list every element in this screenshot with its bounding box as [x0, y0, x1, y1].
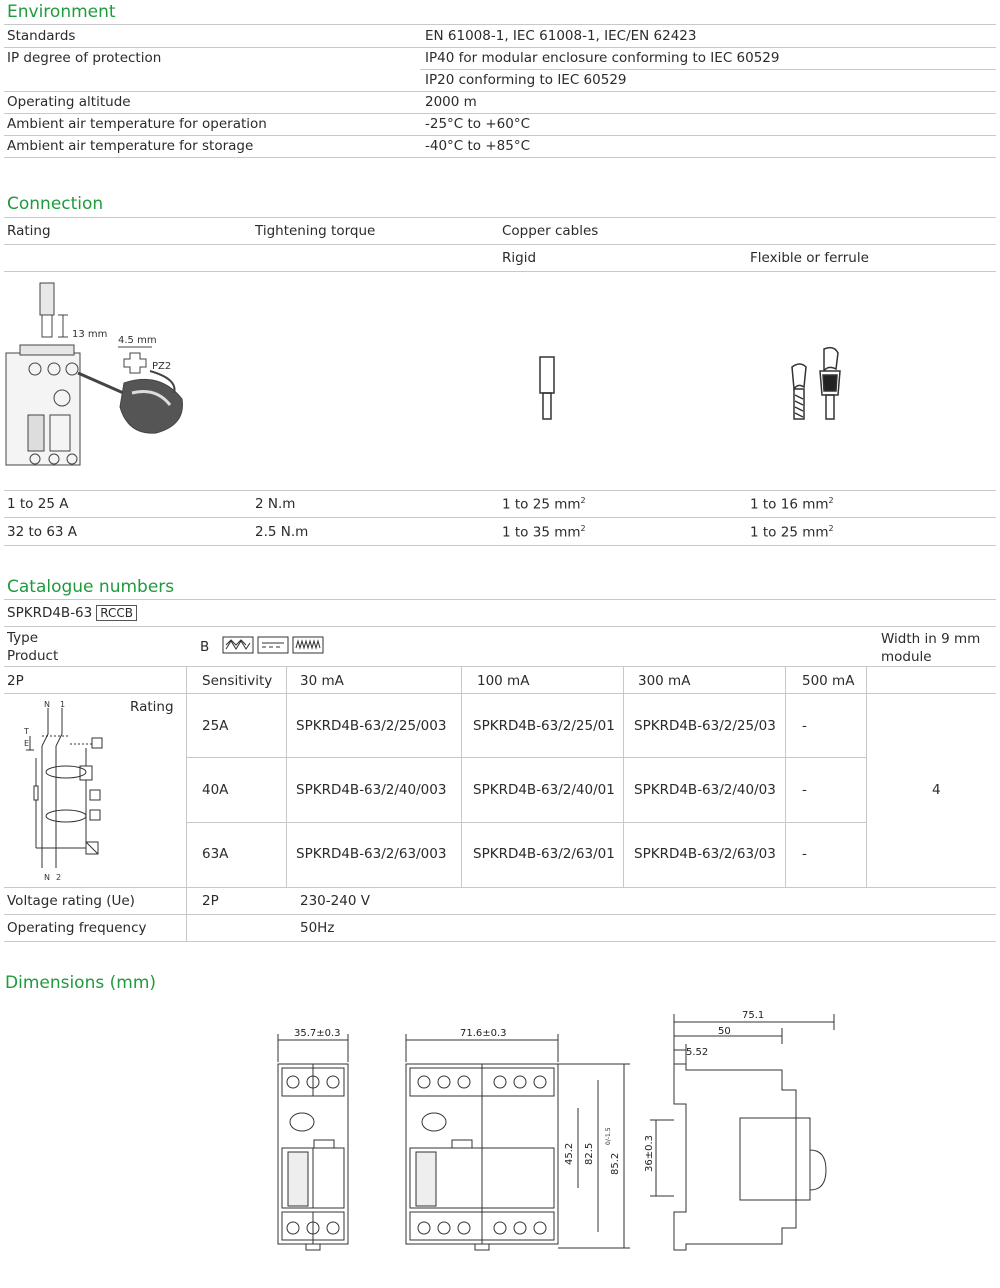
svg-text:85.2: 85.2 — [610, 1152, 621, 1175]
code-25-300: SPKRD4B-63/2/25/03 — [634, 718, 776, 734]
strip-length-label: 13 mm — [72, 329, 108, 340]
conn-row2-rating: 32 to 63 A — [7, 524, 78, 540]
svg-text:75.1: 75.1 — [742, 1010, 765, 1021]
type-label: Type — [7, 630, 39, 646]
width-label: Width in 9 mm module — [881, 631, 981, 665]
env-value-standards: EN 61008-1, IEC 61008-1, IEC/EN 62423 — [425, 28, 697, 44]
env-label-temp-storage: Ambient air temperature for storage — [7, 138, 254, 154]
conn-header-copper: Copper cables — [502, 223, 599, 239]
bit-type-label: PZ2 — [152, 361, 172, 372]
svg-text:2: 2 — [56, 873, 62, 882]
flexible-ferrule-cable-icon — [788, 345, 848, 425]
code-63-300: SPKRD4B-63/2/63/03 — [634, 846, 776, 862]
env-label-ip: IP degree of protection — [7, 50, 162, 66]
conn-header-rating: Rating — [7, 223, 51, 239]
svg-text:45.2: 45.2 — [564, 1142, 575, 1165]
rating-63a: 63A — [202, 846, 229, 862]
conn-row1-flexible: 1 to 16 $mm^2$ — [750, 496, 834, 513]
rccb-badge: RCCB — [96, 605, 137, 621]
svg-text:35.7±0.3: 35.7±0.3 — [294, 1028, 341, 1039]
env-value-temp-op: -25°C to +60°C — [425, 116, 531, 132]
dimension-drawings — [260, 1000, 860, 1260]
svg-text:82.5: 82.5 — [584, 1142, 595, 1165]
env-value-ip1: IP40 for modular enclosure conforming to IEC 60529 — [425, 50, 780, 66]
code-40-30: SPKRD4B-63/2/40/003 — [296, 782, 447, 798]
waveform-symbols-icon — [222, 636, 326, 656]
dimensions-heading: Dimensions (mm) — [5, 973, 157, 993]
catalogue-heading: Catalogue numbers — [7, 577, 175, 597]
env-label-standards: Standards — [7, 28, 76, 44]
conn-row1-torque: 2 N.m — [255, 496, 296, 512]
conn-row1-rigid: 1 to 25 $mm^2$ — [502, 496, 586, 513]
sensitivity-30: 30 mA — [300, 673, 344, 689]
sensitivity-500: 500 mA — [802, 673, 855, 689]
rating-25a: 25A — [202, 718, 229, 734]
connection-heading: Connection — [7, 194, 104, 214]
voltage-label: Voltage rating (Ue) — [7, 893, 135, 909]
voltage-poles: 2P — [202, 893, 219, 909]
screw-size-label: 4.5 mm — [118, 335, 157, 346]
conn-row2-rigid: 1 to 35 $mm^2$ — [502, 524, 586, 541]
code-63-500: - — [802, 846, 807, 862]
svg-text:5.52: 5.52 — [686, 1047, 709, 1058]
svg-text:1: 1 — [60, 700, 66, 709]
svg-text:0/-1.5: 0/-1.5 — [605, 1127, 612, 1145]
voltage-value: 230-240 V — [300, 893, 370, 909]
sensitivity-100: 100 mA — [477, 673, 530, 689]
conn-row1-rating: 1 to 25 A — [7, 496, 69, 512]
svg-text:T: T — [24, 727, 29, 736]
sensitivity-label: Sensitivity — [202, 673, 273, 689]
svg-text:50: 50 — [718, 1026, 731, 1037]
env-value-ip2: IP20 conforming to IEC 60529 — [425, 72, 627, 88]
rating-label: Rating — [130, 699, 174, 715]
wiring-schematic-diagram — [18, 698, 118, 884]
code-25-100: SPKRD4B-63/2/25/01 — [473, 718, 615, 734]
code-25-30: SPKRD4B-63/2/25/003 — [296, 718, 447, 734]
code-40-500: - — [802, 782, 807, 798]
product-code: SPKRD4B-63 RCCB — [7, 605, 137, 621]
terminal-tightening-illustration — [0, 275, 200, 475]
product-label: Product — [7, 648, 59, 664]
conn-header-rigid: Rigid — [502, 250, 537, 266]
svg-text:36±0.3: 36±0.3 — [644, 1134, 655, 1172]
code-25-500: - — [802, 718, 807, 734]
conn-header-flexible: Flexible or ferrule — [750, 250, 869, 266]
rating-40a: 40A — [202, 782, 229, 798]
code-63-100: SPKRD4B-63/2/63/01 — [473, 846, 615, 862]
poles-label: 2P — [7, 673, 24, 689]
rigid-cable-icon — [530, 355, 570, 425]
frequency-label: Operating frequency — [7, 920, 147, 936]
env-label-temp-op: Ambient air temperature for operation — [7, 116, 267, 132]
svg-text:N: N — [44, 700, 50, 709]
svg-text:N: N — [44, 873, 50, 882]
code-40-100: SPKRD4B-63/2/40/01 — [473, 782, 615, 798]
svg-text:E: E — [24, 739, 30, 748]
code-40-300: SPKRD4B-63/2/40/03 — [634, 782, 776, 798]
environment-heading: Environment — [7, 2, 116, 22]
conn-header-torque: Tightening torque — [255, 223, 376, 239]
code-63-30: SPKRD4B-63/2/63/003 — [296, 846, 447, 862]
env-value-altitude: 2000 m — [425, 94, 477, 110]
conn-row2-torque: 2.5 N.m — [255, 524, 309, 540]
type-value: B — [200, 639, 210, 655]
env-label-altitude: Operating altitude — [7, 94, 131, 110]
env-value-temp-storage: -40°C to +85°C — [425, 138, 531, 154]
frequency-value: 50Hz — [300, 920, 335, 936]
width-value: 4 — [932, 782, 941, 798]
sensitivity-300: 300 mA — [638, 673, 691, 689]
svg-text:71.6±0.3: 71.6±0.3 — [460, 1028, 507, 1039]
conn-row2-flexible: 1 to 25 $mm^2$ — [750, 524, 834, 541]
